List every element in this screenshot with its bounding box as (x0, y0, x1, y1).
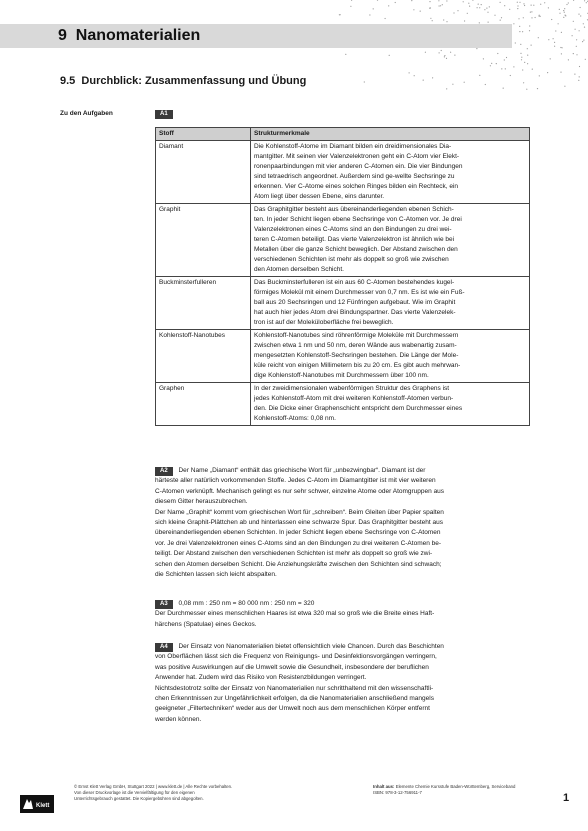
cell-merkmale (251, 383, 530, 426)
cell-merkmale (251, 204, 530, 277)
footer-line: Unterrichtsgebrauch gestattet. Die Kopiergebühren sind abgegolten. (74, 796, 204, 801)
cell-merkmale (251, 277, 530, 330)
text-line: tron ist auf der Moleküloberfläche frei beweglich. (254, 319, 394, 326)
text-line: den. Die Dicke einer Graphenschicht entspricht dem Durchmesser eines (254, 405, 463, 412)
text-line: Atom liegt über dessen Ebene, eins darunter. (254, 193, 385, 200)
text-line: den Atomen derselben Schicht. (254, 266, 344, 273)
text-line: Nichtsdestotrotz sollte der Einsatz von Nanomaterialien nur schritthaltend mit den wissenschaftli- (155, 684, 434, 692)
section-heading: 9.5 Durchblick: Zusammenfassung und Übung (60, 75, 307, 87)
cell-merkmale (251, 330, 530, 383)
text-line: erkennen. Vier C-Atome eines solchen Ringes bilden ein Rechteck, ein (254, 183, 459, 190)
table-row (156, 330, 530, 383)
text-line: mengesetzten Kohlenstoff-Sechsringen bestehen. Die Länge der Mole- (254, 352, 459, 359)
text-line: 0,08 mm : 250 nm = 80 000 nm : 250 nm = 320 (178, 600, 315, 607)
cell-stoff: Buckminsterfulleren (156, 277, 251, 330)
text-line: verschiedenen Schichten ist mehr als doppelt so groß wie zwischen (254, 256, 449, 263)
text-line: ten. In jeder Schicht liegen ebene Sechsringe von C-Atomen vor. Je drei (254, 216, 462, 223)
task-a4 (155, 642, 530, 725)
footer-line: © Ernst Klett Verlag GmbH, Stuttgart 2022 | www.klett.de | Alle Rechte vorbehalten. (74, 784, 233, 789)
text-line: Valenzelektronen eines C-Atoms sind an den Bindungen zu drei wei- (254, 226, 452, 233)
text-line: Der Durchmesser eines menschlichen Haares ist etwa 320 mal so groß wie die Breite eines Haft- (155, 610, 435, 618)
text-line: Kohlenstoff-Nanotubes sind röhrenförmige Moleküle mit Durchmessern (254, 332, 459, 339)
footer-source-label: Inhalt aus: (373, 784, 395, 789)
text-line: zwischen etwa 1 nm und 50 nm, deren Wände aus wabenartig zusam- (254, 342, 457, 349)
table-row (156, 277, 530, 330)
cell-stoff: Graphit (156, 204, 251, 277)
text-line: dige Kohlenstoff-Nanotubes mit Durchmessern über 100 nm. (254, 372, 429, 379)
text-line: C-Atomen verknüpft. Mechanisch gelingt es nur sehr schwer, einzelne Atome oder Atomgruppen aus (155, 487, 445, 495)
text-line: hat auch hier jedes Atom drei Bindungspartner. Das vierte Valenzelek- (254, 309, 456, 316)
task-tag-a1: A1 (155, 110, 173, 119)
footer-copyright (74, 784, 232, 802)
text-line: Kohlenstoff-Atoms: 0,08 nm. (254, 415, 336, 422)
text-line: Der Name „Graphit“ kommt vom griechischen Wort für „schreiben“. Beim Gleiten über Papier spalten (155, 508, 444, 516)
text-line: was positive Auswirkungen auf die Umwelt sowie die Gesundheit, insbesondere der beruflichen (155, 663, 429, 671)
text-line: vor. Je drei Valenzelektronen eines C-Atoms sind an den Bindungen zu drei weiteren C-Atomen be- (155, 539, 442, 547)
column-header-merkmale: Strukturmerkmale (251, 128, 530, 141)
column-header-stoff: Stoff (156, 128, 251, 141)
text-line: härteste aller natürlich vorkommenden Stoffe. Jedes C-Atom im Diamantgitter ist mit vier weiteren (155, 477, 436, 485)
task-tag-a3: A3 (155, 600, 173, 609)
task-tag-a2: A2 (155, 467, 173, 476)
task-a3 (155, 599, 530, 630)
footer-line: Von dieser Druckvorlage ist die Vervielfältigung für den eigenen (74, 790, 195, 795)
footer-source (373, 784, 515, 796)
text-line: Die Kohlenstoff-Atome im Diamant bilden ein dreidimensionales Dia- (254, 143, 452, 150)
table-row (156, 383, 530, 426)
table-header-row (156, 128, 530, 141)
text-line: sich kleine Graphit-Plättchen ab und hinterlassen eine schwarze Spur. Das Graphitgitter besteht aus (155, 519, 443, 527)
text-line: jedes Kohlenstoff-Atom mit drei weiteren Kohlenstoff-Atomen verbun- (254, 395, 454, 402)
text-line: härchens (Spatulae) eines Geckos. (155, 620, 257, 628)
chapter-title: 9 Nanomaterialien (58, 27, 201, 44)
svg-text:Klett: Klett (36, 803, 50, 809)
text-line: geeigneter „Filtertechniken“ weder aus der Umwelt noch aus dem menschlichen Körper entfernt (155, 705, 430, 713)
klett-logo (20, 795, 54, 813)
text-line: Anwender hat. Zudem wird das Risiko von Resistenzbildungen verringert. (155, 674, 367, 682)
text-line: sind tetraedrisch angeordnet. Außerdem sind ge-wellte Sechsringe zu (254, 173, 455, 180)
text-line: werden können. (155, 715, 202, 723)
text-line: chen Erkenntnissen zur Ungefährlichkeit erfolgen, da die Nanomaterialien anschließend mangels (155, 695, 434, 703)
text-line: förmiges Molekül mit einem Durchmesser von 0,7 nm. Es ist wie ein Fuß- (254, 289, 465, 296)
text-line: In der zweidimensionalen wabenförmigen Struktur des Graphens ist (254, 385, 450, 392)
sidebar-label: Zu den Aufgaben (60, 110, 113, 117)
text-line: Das Graphitgitter besteht aus übereinanderliegenden ebenen Schich- (254, 206, 454, 213)
cell-stoff: Graphen (156, 383, 251, 426)
text-line: Der Name „Diamant“ enthält das griechische Wort für „unbezwingbar“. Diamant ist der (178, 467, 426, 474)
cell-merkmale (251, 141, 530, 204)
text-line: von Oberflächen lässt sich die Frequenz von Reinigungs- und Desinfektionsvorgängen verringern, (155, 653, 437, 661)
text-line: teiligt. Der Abstand zwischen den verschiedenen Schichten ist mehr als doppelt so groß wie zwi- (155, 550, 433, 558)
text-line: die Schichten lassen sich leicht abspalten. (155, 571, 277, 579)
text-line: schen den Atomen derselben Schicht. Die Anziehungskräfte zwischen den Schichten sind schwach; (155, 560, 442, 568)
page-number: 1 (563, 792, 570, 804)
text-line: mantgitter. Mit seinen vier Valenzelektronen geht ein C-Atom vier Elekt- (254, 153, 460, 160)
text-line: küle reicht von einigen Millimetern bis zu 20 cm. Es gibt auch mehrwan- (254, 362, 461, 369)
task-a2 (155, 466, 530, 580)
footer-source-title: Elemente Chemie Kursstufe Baden-Württemberg, Serviceband (395, 784, 516, 789)
text-line: Das Buckminsterfulleren ist ein aus 60 C-Atomen bestehendes kugel- (254, 279, 455, 286)
cell-stoff: Diamant (156, 141, 251, 204)
text-line: übereinanderliegenden ebenen Schichten. In jeder Schicht liegen ebene Sechsringe von C-Atomen (155, 529, 441, 537)
text-line: Metallen über die ganze Schicht beweglich. Der Abstand zwischen den (254, 246, 458, 253)
text-line: ball aus 20 Sechsringen und 12 Fünfringen aufgebaut. Wie im Graphit (254, 299, 456, 306)
footer-isbn: ISBN: 978-3-12-756911-7 (373, 790, 422, 795)
table-row (156, 204, 530, 277)
text-line: teren C-Atomen beteiligt. Das vierte Valenzelektron ist ähnlich wie bei (254, 236, 455, 243)
task-tag-a4: A4 (155, 643, 173, 652)
text-line: ronenpaarbindungen mit vier anderen C-Atomen ein. Die vier Bindungen (254, 163, 463, 170)
cell-stoff: Kohlenstoff-Nanotubes (156, 330, 251, 383)
structure-table (155, 127, 530, 426)
text-line: diesem Gitter herauszubrechen. (155, 498, 248, 506)
table-row (156, 141, 530, 204)
text-line: Der Einsatz von Nanomaterialien bietet offensichtlich viele Chancen. Durch das Beschichten (178, 643, 444, 650)
